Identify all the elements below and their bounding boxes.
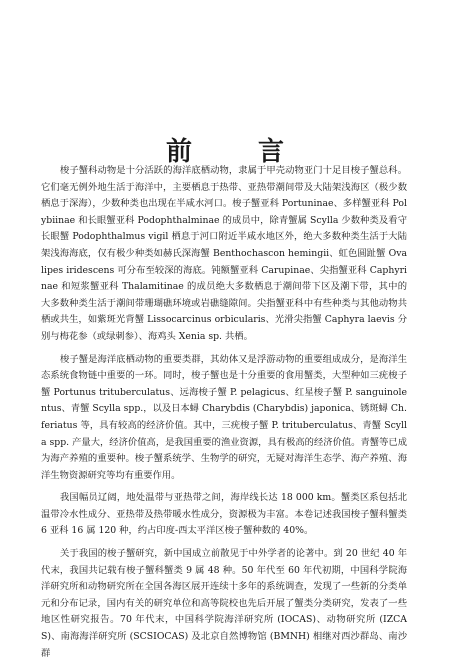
preface-body [41, 163, 407, 668]
paragraph-fauna: 我国幅员辽阔，地处温带与亚热带之间，海岸线长达 18 000 km。蟹类区系包括北温带冷水性成分、亚热带及热带暖水性成分，资源极为丰富。本卷记述我国梭子蟹科蟹类 6 亚科 16 属 120 种，约占印度-西太平洋区梭子蟹种数的 40%。 [41, 492, 407, 537]
paragraph-habitat: 梭子蟹科动物是十分活跃的海洋底栖动物，隶属于甲壳动物亚门十足目梭子蟹总科。它们毫无例外地生活于海洋中，主要栖息于热带、亚热带潮间带及大陆架浅海区（极少数栖息于深海），少数种类也出现在半咸水河口。梭子蟹亚科 Portuninae、多样蟹亚科 Polybiinae 和长眼蟹亚科 Podophthalminae 的成员中，除青蟹属 Scylla 少数种类及看守长眼蟹 Podophthalmus vigil 栖息于河口附近半咸水地区外，绝大多数种类生活于大陆架浅海海底，仅有极少种类如赫氏深海蟹 Benthochascon hemingii、虹色圆趾蟹 Ovalipes iridescens 可分布至较深的海底。钝额蟹亚科 Carupinae、尖指蟹亚科 Caphyrinae 和短浆蟹亚科 Thalamitinae 的成员绝大多数栖息于潮间带下区及潮下带，其中的大多数种类生活于潮间带珊瑚礁环境或岩礁缝隙间。尖指蟹亚科中有些种类与其他动物共栖或共生，如紫斑光背蟹 Lissocarcinus orbicularis、光滑尖指蟹 Caphyra laevis 分别与梅花参（或绿刺参）、海鸡头 Xenia sp. 共栖。 [41, 165, 407, 342]
paragraph-history: 关于我国的梭子蟹研究，新中国成立前散见于中外学者的论著中。到 20 世纪 40 年代末，我国共记载有梭子蟹科蟹类 9 属 48 种。50 年代至 60 年代初期，中国科学院海洋研究所和动物研究所在全国各海区展开连续十多年的系统调查，发现了一些新的分类单元和分布记录，国内有关的研究单位和高等院校也先后开展了蟹类分类研究，发表了一些地区性研究报告。70 年代末，中国科学院海洋研究所 (IOCAS)、动物研究所 (IZCAS)、南海海洋研究所 (SCSIOCAS) 及北京自然博物馆 (BMNH) 相继对西沙群岛、南沙群 [41, 548, 407, 659]
paragraph-importance: 梭子蟹是海洋底栖动物的重要类群，其幼体又是浮游动物的重要组成成分，是海洋生态系统食物链中重要的一环。同时，梭子蟹也是十分重要的食用蟹类，大型种如三疣梭子蟹 Portunus trituberculatus、远海梭子蟹 P. pelagicus、红星梭子蟹 P. sanguinolentus、青蟹 Scylla spp.，以及日本蟳 Charybdis (Charybdis) japonica、锈斑蟳 Ch. feriatus 等，具有较高的经济价值。其中，三疣梭子蟹 P. trituberculatus、青蟹 Scylla spp. 产量大，经济价值高，是我国重要的渔业资源，具有极高的经济价值。青蟹等已成为海产养殖的重要种。梭子蟹系统学、生物学的研究，无疑对海洋生态学、海产养殖、海洋生物资源研究等均有重要作用。 [41, 353, 407, 481]
page-title: 前 言 [165, 137, 304, 168]
